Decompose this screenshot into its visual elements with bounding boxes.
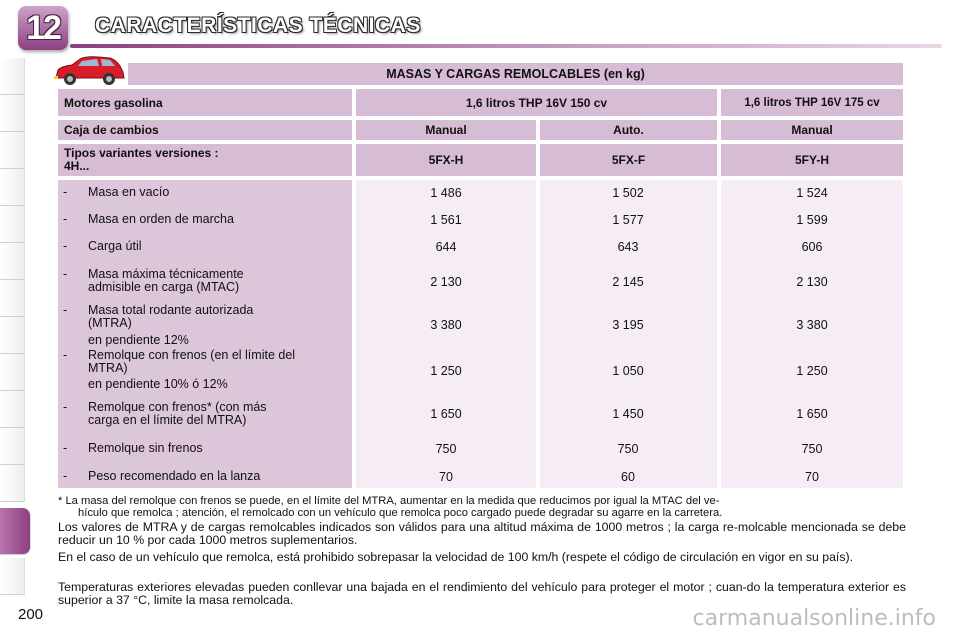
row-value-3: 1 650 bbox=[796, 407, 828, 421]
footnote-line1: * La masa del remolque con frenos se puede, en el límite del MTRA, aumentar en la medida que reducimos por igual la MTAC del ve- bbox=[58, 495, 720, 507]
header-divider bbox=[70, 44, 942, 48]
row-value-3: 606 bbox=[801, 240, 823, 254]
row-value-2: 643 bbox=[617, 240, 639, 254]
row-value-1: 1 650 bbox=[430, 407, 462, 421]
variant-3: 5FY-H bbox=[721, 144, 903, 176]
row-label-line2: MTRA) bbox=[88, 361, 128, 375]
row-dash: - bbox=[63, 469, 68, 483]
row-value-3: 1 524 bbox=[796, 186, 828, 200]
gearbox-3: Manual bbox=[721, 120, 903, 140]
chapter-tab[interactable] bbox=[0, 132, 25, 169]
footnote bbox=[58, 495, 906, 519]
chapter-tab[interactable] bbox=[0, 58, 25, 95]
chapter-tab[interactable] bbox=[0, 206, 25, 243]
variants-label-line1: Tipos variantes versiones : bbox=[64, 146, 219, 160]
chapter-tab-active[interactable] bbox=[0, 508, 31, 555]
row-value-3: 70 bbox=[805, 470, 819, 484]
row-sublabel-text: en pendiente 12% bbox=[88, 333, 189, 347]
variants-label-line2: 4H... bbox=[64, 159, 90, 173]
engine-label: Motores gasolina bbox=[58, 89, 352, 116]
row-value-2: 1 450 bbox=[612, 407, 644, 421]
chapter-tab[interactable] bbox=[0, 280, 25, 317]
gearbox-label: Caja de cambios bbox=[58, 120, 352, 140]
row-dash: - bbox=[63, 185, 68, 199]
chapter-tab[interactable] bbox=[0, 465, 25, 502]
row-value-3: 750 bbox=[801, 442, 823, 456]
paragraph-speed: En el caso de un vehículo que remolca, está prohibido sobrepasar la velocidad de 100 km/h (respete el código de circulación en vigor en su país). bbox=[58, 550, 853, 564]
chapter-tab[interactable] bbox=[0, 169, 25, 206]
table-title: MASAS Y CARGAS REMOLCABLES (en kg) bbox=[128, 63, 903, 85]
row-label-text: Peso recomendado en la lanza bbox=[88, 469, 261, 483]
row-label-line1: Masa total rodante autorizada bbox=[88, 303, 254, 317]
row-value-3: 1 250 bbox=[796, 364, 828, 378]
row-label-line1: Remolque con frenos (en el límite del bbox=[88, 348, 296, 362]
row-label-text bbox=[88, 268, 353, 294]
page-number: 200 bbox=[18, 606, 44, 623]
car-icon bbox=[52, 54, 126, 88]
row-value-2: 1 050 bbox=[612, 364, 644, 378]
engine-150: 1,6 litros THP 16V 150 cv bbox=[356, 89, 717, 116]
chapter-tab[interactable] bbox=[0, 558, 25, 595]
page-title: CARACTERÍSTICAS TÉCNICAS bbox=[95, 14, 421, 37]
row-label-text bbox=[88, 401, 353, 427]
gearbox-1: Manual bbox=[356, 120, 536, 140]
row-sublabel-text: en pendiente 10% ó 12% bbox=[88, 377, 228, 391]
row-dash: - bbox=[63, 212, 68, 226]
row-label-line2: (MTRA) bbox=[88, 316, 132, 330]
chapter-tab[interactable] bbox=[0, 317, 25, 354]
row-label-text bbox=[88, 349, 353, 375]
row-label-line1: Remolque con frenos* (con más bbox=[88, 400, 267, 414]
row-label-text: Masa en orden de marcha bbox=[88, 212, 234, 226]
row-dash: - bbox=[63, 267, 68, 281]
chapter-tab[interactable] bbox=[0, 95, 25, 132]
row-label-line1: Masa máxima técnicamente bbox=[88, 267, 244, 281]
row-label-text: Remolque sin frenos bbox=[88, 441, 203, 455]
row-value-3: 3 380 bbox=[796, 318, 828, 332]
row-value-2: 1 577 bbox=[612, 213, 644, 227]
row-value-1: 2 130 bbox=[430, 275, 462, 289]
row-value-1: 70 bbox=[439, 470, 453, 484]
gearbox-2: Auto. bbox=[540, 120, 717, 140]
watermark: carmanualsonline.info bbox=[692, 606, 936, 631]
chapter-tab[interactable] bbox=[0, 243, 25, 280]
chapter-tab[interactable] bbox=[0, 428, 25, 465]
variant-2: 5FX-F bbox=[540, 144, 717, 176]
row-dash: - bbox=[63, 303, 68, 317]
row-value-3: 2 130 bbox=[796, 275, 828, 289]
chapter-badge bbox=[18, 6, 68, 50]
row-value-1: 644 bbox=[435, 240, 457, 254]
footnote-line2: hículo que remolca ; atención, el remolcado con un vehículo que remolca poco cargado puede degradar su agarre en la carretera. bbox=[78, 507, 723, 519]
row-dash: - bbox=[63, 400, 68, 414]
row-label-text bbox=[88, 304, 353, 330]
row-value-3: 1 599 bbox=[796, 213, 828, 227]
row-label-text: Carga útil bbox=[88, 239, 142, 253]
row-value-2: 2 145 bbox=[612, 275, 644, 289]
chapter-tab[interactable] bbox=[0, 391, 25, 428]
row-value-1: 1 561 bbox=[430, 213, 462, 227]
engine-175: 1,6 litros THP 16V 175 cv bbox=[721, 89, 903, 116]
row-value-1: 1 250 bbox=[430, 364, 462, 378]
row-label-text: Masa en vacío bbox=[88, 185, 170, 199]
row-value-2: 60 bbox=[621, 470, 635, 484]
chapter-tab[interactable] bbox=[0, 354, 25, 391]
row-dash: - bbox=[63, 348, 68, 362]
variants-label bbox=[58, 144, 352, 176]
row-value-2: 750 bbox=[617, 442, 639, 456]
row-value-1: 1 486 bbox=[430, 186, 462, 200]
row-label-line2: carga en el límite del MTRA) bbox=[88, 413, 247, 427]
paragraph-altitude: Los valores de MTRA y de cargas remolcables indicados son válidos para una altitud máxima de 1000 metros ; la carga re-molcable mencionada se debe reducir un 10 % por cada 1000 metros suplementarios. bbox=[58, 520, 906, 547]
chapter-number: 12 bbox=[26, 8, 60, 47]
row-value-2: 3 195 bbox=[612, 318, 644, 332]
row-dash: - bbox=[63, 239, 68, 253]
paragraph-temperature: Temperaturas exteriores elevadas pueden conllevar una bajada en el rendimiento del vehículo para proteger el motor ; cuan-do la temperatura exterior es superior a 37 °C, limite la masa remolcada. bbox=[58, 580, 906, 607]
row-value-1: 750 bbox=[435, 442, 457, 456]
row-value-1: 3 380 bbox=[430, 318, 462, 332]
row-dash: - bbox=[63, 441, 68, 455]
chapter-tabs bbox=[0, 58, 28, 618]
row-value-2: 1 502 bbox=[612, 186, 644, 200]
row-label-line2: admisible en carga (MTAC) bbox=[88, 280, 240, 294]
variant-1: 5FX-H bbox=[356, 144, 536, 176]
